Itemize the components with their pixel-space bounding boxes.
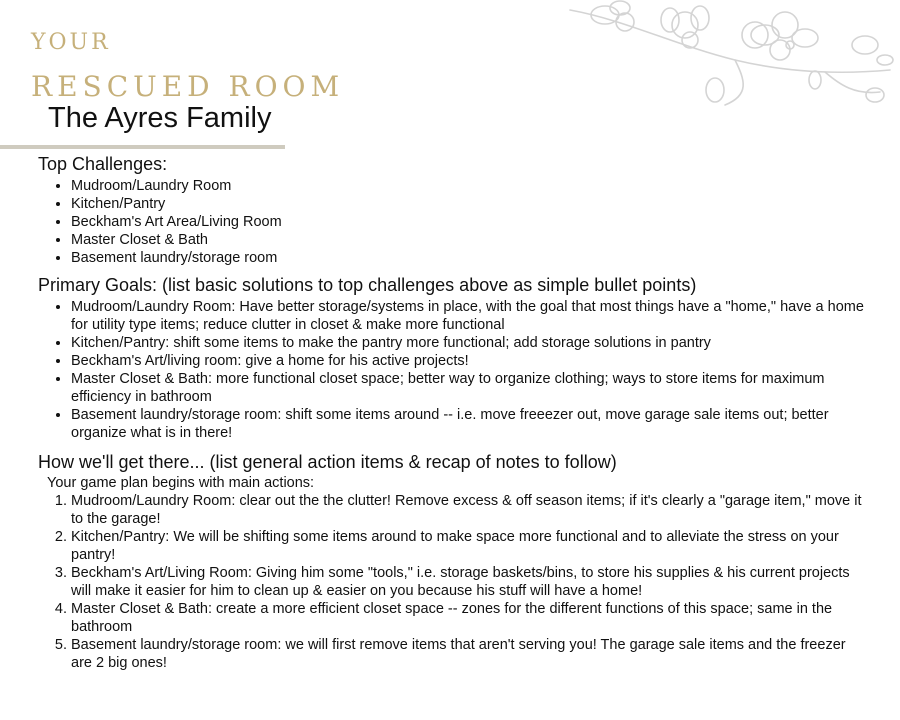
family-title: The Ayres Family [48, 102, 272, 134]
list-item: • Basement laundry/storage room: shift some items around -- i.e. move freeezer out, move garage sale items out; better organize what is in there! [71, 406, 868, 442]
list-item: • Mudroom/Laundry Room: Have better storage/systems in place, with the goal that most things have a "home," have a home for utility type items; reduce clutter in closet & make more functional [71, 298, 868, 334]
main-content [38, 154, 868, 672]
list-item: • Master Closet & Bath: more functional closet space; better way to organize clothing; ways to store items for maximum efficiency in bathroom [71, 370, 868, 406]
floral-decoration [565, 0, 900, 115]
list-item: • Mudroom/Laundry Room [71, 177, 868, 195]
list-item: 5. Basement laundry/storage room: we will first remove items that aren't serving you! The garage sale items and the freezer are 2 big ones! [71, 636, 868, 672]
list-item: • Basement laundry/storage room [71, 249, 868, 267]
list-item: • Kitchen/Pantry: shift some items to make the pantry more functional; add storage solutions in pantry [71, 334, 868, 352]
challenges-heading: Top Challenges: [38, 154, 168, 174]
list-item: • Master Closet & Bath [71, 231, 868, 249]
plan-intro: Your game plan begins with main actions: [47, 475, 315, 491]
list-item: • Beckham's Art Area/Living Room [71, 213, 868, 231]
list-item: 3. Beckham's Art/Living Room: Giving him some "tools," i.e. storage baskets/bins, to store his supplies & his current projects will make it easier for him to clean up & easier on you because his stuff will have a home! [71, 564, 868, 600]
list-item: 2. Kitchen/Pantry: We will be shifting some items around to make space more functional and to alleviate the stress on your pantry! [71, 528, 868, 564]
challenges-list [38, 177, 868, 267]
brand-line-rescued-room: RESCUED ROOM [31, 70, 345, 103]
list-item: • Kitchen/Pantry [71, 195, 868, 213]
title-divider [0, 145, 285, 149]
list-item: • Beckham's Art/living room: give a home for his active projects! [71, 352, 868, 370]
list-item: 4. Master Closet & Bath: create a more efficient closet space -- zones for the different functions of this space; same in the bathroom [71, 600, 868, 636]
brand-line-your: YOUR [31, 30, 111, 55]
goals-heading: Primary Goals: (list basic solutions to top challenges above as simple bullet points) [38, 275, 697, 295]
plan-heading: How we'll get there... (list general action items & recap of notes to follow) [38, 452, 617, 472]
plan-list [38, 492, 868, 672]
list-item: 1. Mudroom/Laundry Room: clear out the the clutter! Remove excess & off season items; if it's clearly a "garage item," move it to the garage! [71, 492, 868, 528]
goals-list [38, 298, 868, 442]
